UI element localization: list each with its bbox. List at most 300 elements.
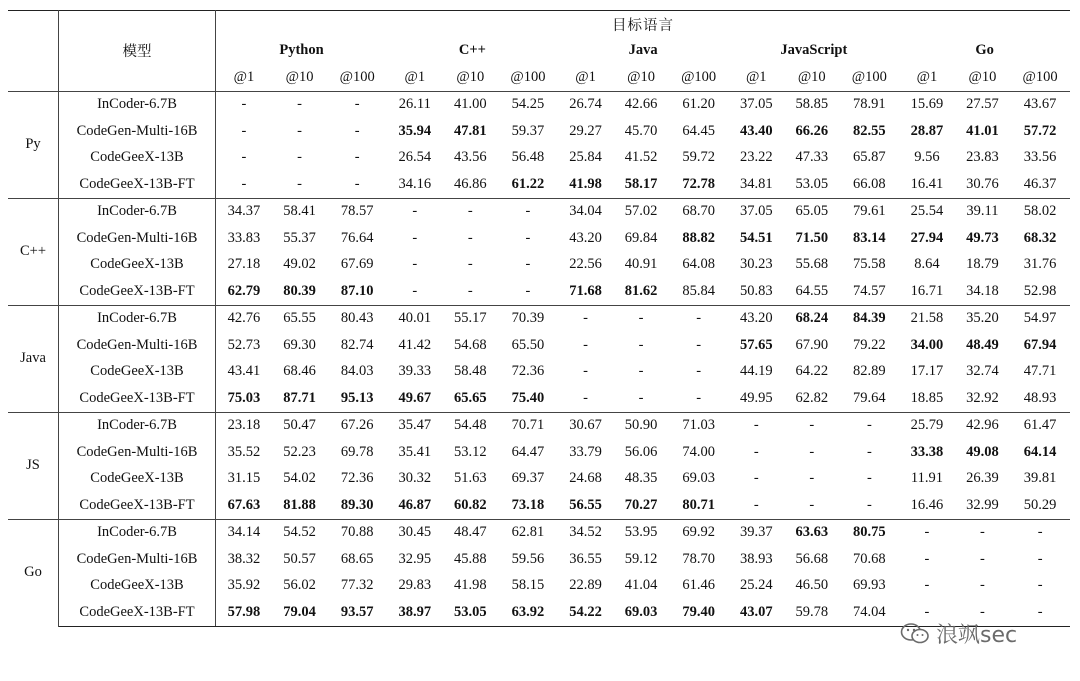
k-header: @10 (955, 64, 1011, 91)
table-row (8, 466, 1070, 493)
value-cell: 70.39 (498, 305, 558, 332)
value-cell: - (866, 496, 872, 513)
table-row (8, 252, 1070, 279)
value-cell: - (955, 519, 1011, 546)
value-cell: 37.05 (729, 198, 785, 225)
value-cell: 68.24 (784, 305, 840, 332)
value-cell: 32.99 (966, 496, 999, 513)
value-cell: 55.17 (443, 305, 499, 332)
value-cell: 39.37 (729, 519, 785, 546)
value-cell: - (354, 149, 360, 166)
value-cell: 67.26 (327, 412, 387, 439)
value-cell: 64.45 (682, 122, 715, 139)
value-cell: 34.00 (910, 336, 944, 353)
value-cell: 64.22 (795, 363, 829, 380)
table-row (8, 332, 1070, 359)
value-cell: 56.68 (795, 550, 829, 567)
value-cell: 88.82 (682, 229, 715, 246)
value-cell: 31.76 (1023, 256, 1057, 273)
value-cell: 55.68 (795, 256, 829, 273)
table-row (8, 385, 1070, 412)
source-language-cell: Java (8, 305, 59, 412)
value-cell: 80.75 (840, 519, 900, 546)
value-cell: 77.32 (340, 577, 374, 594)
value-cell: 39.11 (955, 198, 1011, 225)
value-cell: 67.63 (227, 496, 261, 513)
value-cell: 33.79 (569, 443, 602, 460)
value-cell: 36.55 (569, 550, 602, 567)
value-cell: 50.90 (613, 412, 669, 439)
value-cell: 54.02 (283, 470, 316, 487)
value-cell: - (583, 336, 588, 353)
value-cell: 43.40 (739, 122, 773, 139)
value-cell: 68.46 (283, 363, 316, 380)
value-cell: 41.04 (624, 577, 658, 594)
value-cell: 57.72 (1023, 122, 1057, 139)
value-cell: 52.23 (283, 443, 316, 460)
value-cell: 17.17 (910, 363, 944, 380)
k-header: @100 (840, 64, 900, 91)
value-cell: 58.41 (272, 198, 328, 225)
value-cell: 25.84 (569, 149, 602, 166)
value-cell: - (729, 412, 785, 439)
language-header: JavaScript (780, 42, 848, 59)
k-header: @1 (387, 64, 443, 91)
value-cell: 74.04 (840, 599, 900, 626)
value-cell: 48.35 (624, 470, 658, 487)
language-header: Go (975, 42, 994, 59)
value-cell: - (696, 336, 702, 353)
value-cell: 35.20 (955, 305, 1011, 332)
table-row (8, 519, 1070, 546)
table-row (8, 225, 1070, 252)
value-cell: 37.05 (729, 91, 785, 118)
language-header: C++ (458, 42, 486, 59)
value-cell: 50.83 (739, 282, 773, 299)
value-cell: 46.87 (398, 496, 432, 513)
value-cell: 58.17 (624, 175, 658, 192)
value-cell: 79.61 (840, 198, 900, 225)
value-cell: 25.79 (899, 412, 955, 439)
language-header: Python (279, 42, 324, 59)
value-cell: 40.01 (387, 305, 443, 332)
value-cell: 40.91 (624, 256, 658, 273)
value-cell: 70.88 (327, 519, 387, 546)
value-cell: 61.22 (511, 175, 545, 192)
value-cell: 22.56 (569, 256, 602, 273)
model-name-cell: CodeGeeX-13B (59, 466, 216, 493)
value-cell: - (412, 256, 418, 273)
value-cell: 58.48 (454, 363, 487, 380)
table-row (8, 118, 1070, 145)
value-cell: 81.88 (283, 496, 316, 513)
value-cell: 61.46 (682, 577, 715, 594)
value-cell: 50.47 (272, 412, 328, 439)
value-cell: 38.93 (739, 550, 773, 567)
value-cell: 44.19 (739, 363, 773, 380)
value-cell: - (558, 305, 614, 332)
value-cell: 65.65 (454, 389, 487, 406)
value-cell: 79.22 (853, 336, 886, 353)
k-header: @10 (784, 64, 840, 91)
value-cell: 95.13 (340, 389, 374, 406)
model-name-cell: CodeGeeX-13B (59, 359, 216, 386)
value-cell: 34.81 (739, 175, 773, 192)
value-cell: 58.15 (511, 577, 545, 594)
value-cell: - (696, 389, 702, 406)
value-cell: 24.68 (569, 470, 602, 487)
value-cell: 66.08 (853, 175, 886, 192)
language-header: Java (628, 42, 658, 59)
k-header: @1 (899, 64, 955, 91)
k-header: @10 (613, 64, 669, 91)
value-cell: 53.12 (454, 443, 487, 460)
value-cell: 27.57 (955, 91, 1011, 118)
value-cell: 79.64 (853, 389, 886, 406)
model-name-cell: InCoder-6.7B (59, 91, 216, 118)
value-cell: 57.02 (613, 198, 669, 225)
model-name-cell: CodeGeeX-13B-FT (59, 492, 216, 519)
value-cell: 28.87 (910, 122, 944, 139)
value-cell: 27.94 (910, 229, 944, 246)
value-cell: - (753, 443, 759, 460)
value-cell: - (412, 282, 418, 299)
watermark (900, 618, 1017, 649)
value-cell: - (924, 550, 930, 567)
value-cell: 70.27 (624, 496, 658, 513)
value-cell: 30.76 (966, 175, 999, 192)
value-cell: 23.22 (739, 149, 773, 166)
value-cell: 54.25 (498, 91, 558, 118)
value-cell: 9.56 (914, 149, 940, 166)
value-cell: 75.03 (227, 389, 261, 406)
value-cell: 33.38 (910, 443, 944, 460)
source-language-cell: JS (8, 412, 59, 519)
model-name-cell: InCoder-6.7B (59, 198, 216, 225)
value-cell: 54.51 (739, 229, 773, 246)
value-cell: 67.94 (1023, 336, 1057, 353)
value-cell: - (525, 256, 531, 273)
model-name-cell: InCoder-6.7B (59, 412, 216, 439)
value-cell: 58.02 (1010, 198, 1070, 225)
table-row (8, 546, 1070, 573)
model-name-cell: InCoder-6.7B (59, 305, 216, 332)
value-cell: 70.71 (498, 412, 558, 439)
value-cell: - (387, 198, 443, 225)
value-cell: 75.58 (853, 256, 886, 273)
value-cell: - (1037, 550, 1043, 567)
value-cell: - (669, 305, 729, 332)
source-language-cell: C++ (8, 198, 59, 305)
value-cell: 63.63 (784, 519, 840, 546)
value-cell: 61.47 (1010, 412, 1070, 439)
value-cell: - (412, 229, 418, 246)
value-cell: 8.64 (914, 256, 940, 273)
value-cell: 69.92 (669, 519, 729, 546)
value-cell: 62.82 (795, 389, 829, 406)
value-cell: 23.83 (966, 149, 999, 166)
value-cell: - (467, 282, 473, 299)
table-row (8, 439, 1070, 466)
value-cell: - (809, 496, 815, 513)
value-cell: 59.72 (682, 149, 715, 166)
value-cell: - (354, 122, 360, 139)
value-cell: - (297, 149, 303, 166)
value-cell: 35.47 (387, 412, 443, 439)
value-cell: 60.82 (454, 496, 487, 513)
watermark-text: 浪飒sec (936, 623, 1018, 648)
value-cell: - (753, 496, 759, 513)
value-cell: - (980, 577, 985, 594)
value-cell: 33.83 (227, 229, 261, 246)
source-language-cell: Go (8, 519, 59, 626)
k-header: @1 (558, 64, 614, 91)
value-cell: - (1010, 519, 1070, 546)
value-cell: 39.81 (1023, 470, 1057, 487)
value-cell: 59.37 (511, 122, 545, 139)
value-cell: 75.40 (511, 389, 545, 406)
value-cell: - (297, 175, 303, 192)
value-cell: 78.91 (840, 91, 900, 118)
value-cell: 32.92 (966, 389, 999, 406)
value-cell: 68.65 (340, 550, 374, 567)
value-cell: - (443, 198, 499, 225)
value-cell: 63.92 (498, 599, 558, 626)
value-cell: 81.62 (624, 282, 658, 299)
value-cell: 54.52 (272, 519, 328, 546)
value-cell: 93.57 (327, 599, 387, 626)
model-name-cell: CodeGeeX-13B-FT (59, 385, 216, 412)
value-cell: 79.04 (272, 599, 328, 626)
value-cell: - (297, 122, 303, 139)
value-cell: 41.52 (624, 149, 658, 166)
value-cell: 57.65 (739, 336, 773, 353)
value-cell: 87.71 (283, 389, 316, 406)
value-cell: - (866, 470, 872, 487)
value-cell: 80.39 (283, 282, 316, 299)
model-name-cell: CodeGeeX-13B (59, 573, 216, 600)
value-cell: 85.84 (682, 282, 715, 299)
model-name-cell: CodeGeeX-13B (59, 145, 216, 172)
table-row (8, 91, 1070, 118)
value-cell: 34.18 (966, 282, 999, 299)
table-row (8, 278, 1070, 305)
value-cell: - (638, 336, 644, 353)
value-cell: 50.57 (283, 550, 316, 567)
value-cell: 43.20 (569, 229, 602, 246)
value-cell: 65.87 (853, 149, 886, 166)
value-cell: 43.41 (227, 363, 261, 380)
value-cell: 41.98 (454, 577, 487, 594)
value-cell: 25.24 (739, 577, 773, 594)
value-cell: 47.71 (1023, 363, 1057, 380)
value-cell: 15.69 (899, 91, 955, 118)
value-cell: - (525, 282, 531, 299)
k-header: @100 (1010, 64, 1070, 91)
value-cell: - (583, 389, 588, 406)
source-language-cell: Py (8, 91, 59, 198)
value-cell: 49.95 (739, 389, 773, 406)
value-cell: 46.50 (795, 577, 829, 594)
value-cell: 34.14 (216, 519, 272, 546)
value-cell: 35.94 (398, 122, 432, 139)
value-cell: 87.10 (340, 282, 374, 299)
value-cell: 89.30 (340, 496, 374, 513)
table-row (8, 171, 1070, 198)
value-cell: 11.91 (910, 470, 944, 487)
value-cell: 35.41 (398, 443, 432, 460)
value-cell: 50.29 (1023, 496, 1057, 513)
value-cell: 18.79 (966, 256, 999, 273)
value-cell: 43.67 (1010, 91, 1070, 118)
value-cell: 56.48 (511, 149, 545, 166)
value-cell: 78.70 (682, 550, 715, 567)
value-cell: 30.23 (739, 256, 773, 273)
value-cell: 43.56 (454, 149, 487, 166)
value-cell: 48.93 (1023, 389, 1057, 406)
value-cell: 29.27 (569, 122, 602, 139)
value-cell: - (924, 577, 930, 594)
value-cell: 43.07 (729, 599, 785, 626)
value-cell: 26.74 (558, 91, 614, 118)
value-cell: 53.95 (613, 519, 669, 546)
value-cell: - (899, 599, 955, 626)
value-cell: 72.36 (340, 470, 374, 487)
value-cell: - (327, 91, 387, 118)
value-cell: 59.12 (624, 550, 658, 567)
value-cell: 16.71 (910, 282, 944, 299)
value-cell: 52.73 (227, 336, 261, 353)
value-cell: 53.05 (443, 599, 499, 626)
model-name-cell: CodeGen-Multi-16B (59, 225, 216, 252)
k-header: @100 (498, 64, 558, 91)
value-cell: 29.83 (398, 577, 432, 594)
value-cell: 68.32 (1023, 229, 1057, 246)
value-cell: 52.98 (1023, 282, 1057, 299)
value-cell: 80.71 (682, 496, 715, 513)
k-header: @100 (327, 64, 387, 91)
value-cell: 69.84 (624, 229, 658, 246)
value-cell: 71.68 (569, 282, 602, 299)
value-cell: 41.00 (443, 91, 499, 118)
value-cell: 26.39 (966, 470, 999, 487)
value-cell: 84.39 (840, 305, 900, 332)
wechat-icon (900, 622, 930, 646)
value-cell: 84.03 (340, 363, 374, 380)
value-cell: - (809, 470, 815, 487)
header-source-cell (8, 11, 59, 92)
target-language-header: 目标语言 (216, 11, 1071, 38)
value-cell: 30.32 (398, 470, 432, 487)
value-cell: 82.74 (340, 336, 374, 353)
value-cell: 48.47 (443, 519, 499, 546)
value-cell: 22.89 (569, 577, 602, 594)
value-cell: 54.48 (443, 412, 499, 439)
value-cell: - (638, 363, 644, 380)
value-cell: 42.76 (216, 305, 272, 332)
value-cell: 71.50 (795, 229, 829, 246)
table-row (8, 412, 1070, 439)
value-cell: - (467, 256, 473, 273)
value-cell: 68.70 (669, 198, 729, 225)
value-cell: 72.36 (511, 363, 545, 380)
value-cell: - (613, 305, 669, 332)
value-cell: 34.04 (558, 198, 614, 225)
value-cell: 26.11 (387, 91, 443, 118)
header-row-target (8, 11, 1070, 38)
value-cell: 74.00 (682, 443, 715, 460)
value-cell: 61.20 (669, 91, 729, 118)
model-name-cell: CodeGeeX-13B-FT (59, 599, 216, 626)
value-cell: 83.14 (853, 229, 886, 246)
value-cell: 41.01 (966, 122, 999, 139)
model-name-cell: InCoder-6.7B (59, 519, 216, 546)
k-header: @10 (443, 64, 499, 91)
value-cell: 46.37 (1023, 175, 1057, 192)
value-cell: 62.79 (227, 282, 261, 299)
value-cell: 18.85 (910, 389, 944, 406)
value-cell: 55.37 (283, 229, 316, 246)
value-cell: - (216, 91, 272, 118)
value-cell: 78.57 (327, 198, 387, 225)
value-cell: 62.81 (498, 519, 558, 546)
value-cell: 16.41 (910, 175, 944, 192)
value-cell: 67.69 (340, 256, 374, 273)
value-cell: - (354, 175, 360, 192)
results-table (8, 10, 1070, 627)
value-cell: - (1010, 599, 1070, 626)
value-cell: 65.05 (784, 198, 840, 225)
value-cell: 23.18 (216, 412, 272, 439)
value-cell: 69.78 (340, 443, 374, 460)
value-cell: 56.06 (624, 443, 658, 460)
value-cell: 49.73 (966, 229, 999, 246)
value-cell: 47.33 (795, 149, 829, 166)
table-row (8, 145, 1070, 172)
value-cell: 69.03 (613, 599, 669, 626)
value-cell: 35.92 (227, 577, 261, 594)
value-cell: 27.18 (227, 256, 261, 273)
value-cell: 64.08 (682, 256, 715, 273)
value-cell: 38.32 (227, 550, 261, 567)
value-cell: - (809, 443, 815, 460)
value-cell: 43.20 (729, 305, 785, 332)
value-cell: 70.68 (853, 550, 886, 567)
value-cell: 25.54 (899, 198, 955, 225)
k-header: @10 (272, 64, 328, 91)
value-cell: - (1037, 577, 1043, 594)
value-cell: 66.26 (795, 122, 829, 139)
value-cell: 38.97 (387, 599, 443, 626)
table-row (8, 359, 1070, 386)
model-name-cell: CodeGeeX-13B (59, 252, 216, 279)
value-cell: 53.05 (795, 175, 829, 192)
value-cell: 39.33 (398, 363, 432, 380)
value-cell: - (241, 149, 247, 166)
value-cell: 65.55 (272, 305, 328, 332)
k-header: @1 (729, 64, 785, 91)
value-cell: 73.18 (511, 496, 545, 513)
value-cell: 34.37 (216, 198, 272, 225)
k-header: @1 (216, 64, 272, 91)
value-cell: - (638, 389, 644, 406)
value-cell: - (467, 229, 473, 246)
value-cell: 49.02 (283, 256, 316, 273)
value-cell: - (980, 550, 985, 567)
value-cell: 49.67 (398, 389, 432, 406)
value-cell: 64.47 (511, 443, 545, 460)
value-cell: 45.88 (454, 550, 487, 567)
